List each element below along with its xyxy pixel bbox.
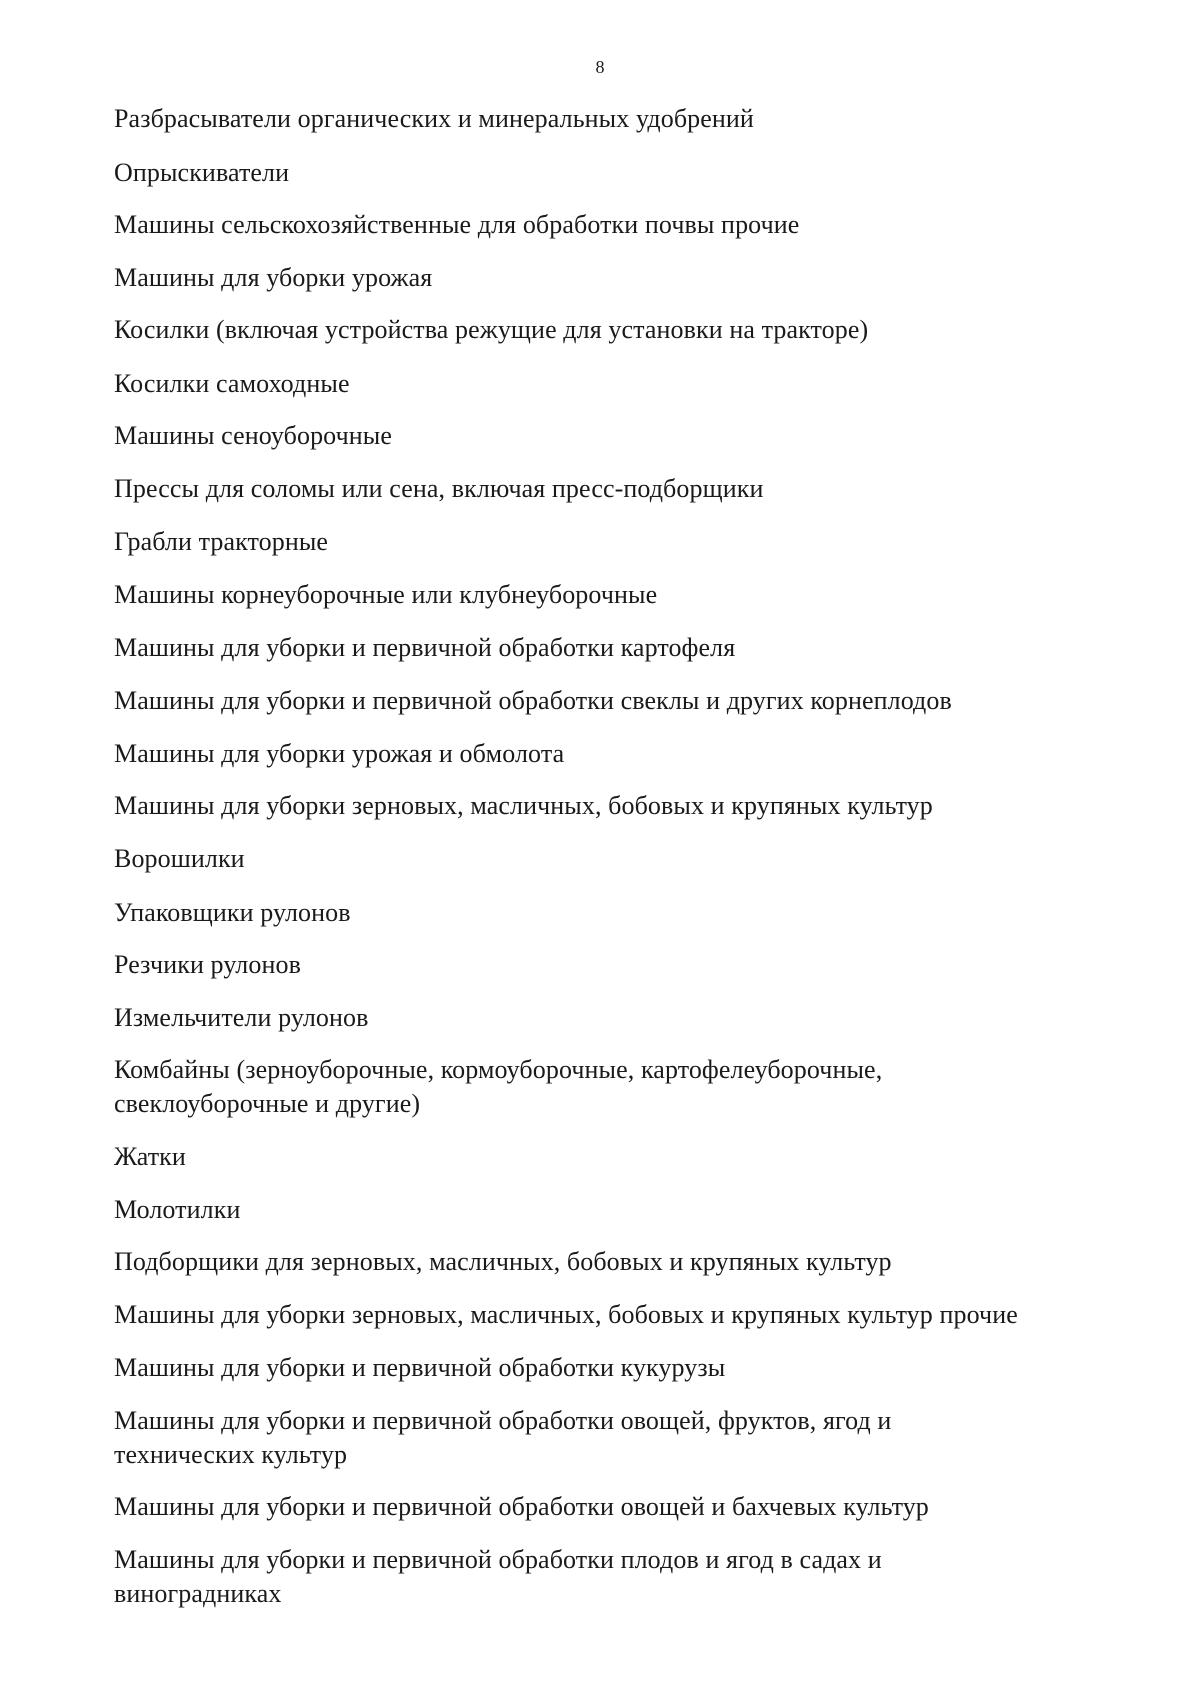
list-item: Упаковщики рулонов <box>114 898 351 927</box>
list-item: Ворошилки <box>114 844 245 873</box>
list-item: Машины для уборки и первичной обработки картофеля <box>114 633 736 662</box>
list-item: Машины для уборки зерновых, масличных, бобовых и крупяных культур прочие <box>114 1300 1018 1329</box>
list-item: Резчики рулонов <box>114 950 301 979</box>
list-item: Машины для уборки урожая <box>114 263 433 292</box>
list-item: Косилки самоходные <box>114 369 350 398</box>
list-item: Машины сельскохозяйственные для обработки почвы прочие <box>114 210 800 239</box>
page-number: 8 <box>595 57 605 77</box>
list-item: Молотилки <box>114 1195 241 1224</box>
list-item: Грабли тракторные <box>114 527 329 556</box>
list-item: Машины корнеуборочные или клубнеуборочные <box>114 580 658 609</box>
list-item: Подборщики для зерновых, масличных, бобовых и крупяных культур <box>114 1247 892 1276</box>
list-item: Машины для уборки и первичной обработки свеклы и других корнеплодов <box>114 686 952 715</box>
list-item: Жатки <box>114 1142 186 1171</box>
list-item: Машины для уборки зерновых, масличных, бобовых и крупяных культур <box>114 791 933 820</box>
list-item: Прессы для соломы или сена, включая пресс-подборщики <box>114 474 764 503</box>
list-item: Косилки (включая устройства режущие для установки на тракторе) <box>114 315 869 344</box>
list-item: Разбрасыватели органических и минеральных удобрений <box>114 104 754 133</box>
list-item: Машины для уборки и первичной обработки плодов и ягод в садах и виноградниках <box>114 1545 882 1608</box>
list-item: Измельчители рулонов <box>114 1003 369 1032</box>
list-item: Опрыскиватели <box>114 158 290 187</box>
list-item: Машины сеноуборочные <box>114 421 393 450</box>
list-item: Машины для уборки и первичной обработки овощей, фруктов, ягод и технических культур <box>114 1406 892 1469</box>
list-item: Машины для уборки и первичной обработки кукурузы <box>114 1353 726 1382</box>
list-item: Машины для уборки и первичной обработки овощей и бахчевых культур <box>114 1492 929 1521</box>
list-item: Комбайны (зерноуборочные, кормоуборочные, картофелеуборочные, свеклоуборочные и другие) <box>114 1055 883 1118</box>
list-item: Машины для уборки урожая и обмолота <box>114 739 565 768</box>
